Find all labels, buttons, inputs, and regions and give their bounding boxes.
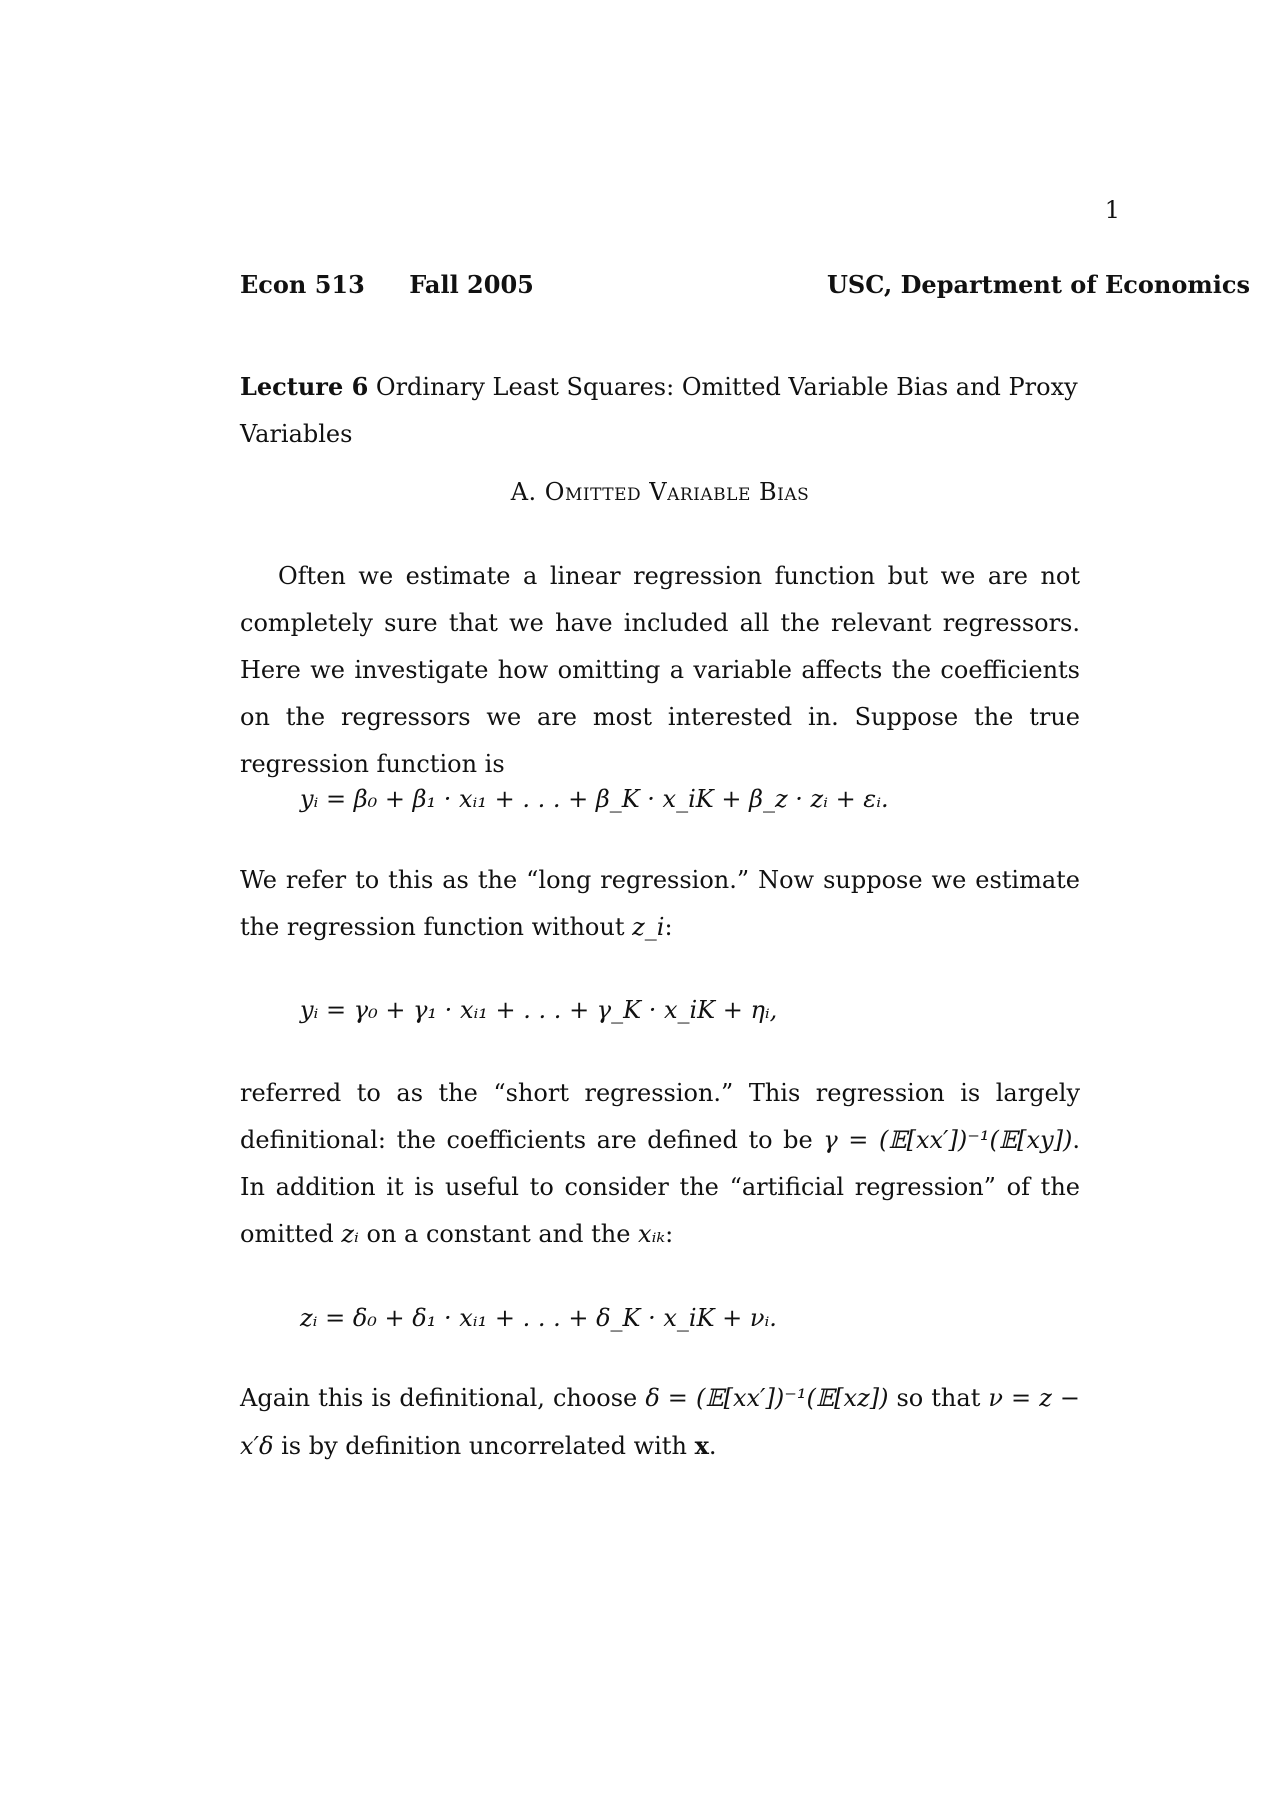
paragraph-text: so that: [896, 1384, 981, 1412]
equation-artificial-regression: zᵢ = δ₀ + δ₁ · xᵢ₁ + . . . + δ_K · x_iK + νᵢ.: [300, 1304, 777, 1332]
math-variable: z_i: [632, 913, 665, 941]
math-formula: ν = z − x′δ: [240, 1384, 1080, 1460]
course-code: Econ 513: [240, 270, 365, 299]
equation-long-regression: yᵢ = β₀ + β₁ · xᵢ₁ + . . . + β_K · x_iK + β_z · zᵢ + εᵢ.: [300, 785, 889, 813]
math-variable: xᵢₖ: [638, 1220, 666, 1248]
math-vector: x: [694, 1431, 709, 1460]
lecture-title: [240, 363, 1080, 458]
paragraph-text: :: [664, 913, 673, 941]
paragraph-text: .: [708, 1432, 717, 1460]
math-formula: δ = (𝔼[xx′])⁻¹(𝔼[xz]): [645, 1384, 889, 1412]
lecture-label: Lecture 6: [240, 372, 369, 401]
paragraph-definitional: [240, 1375, 1080, 1470]
institution: USC, Department of Economics: [826, 270, 1250, 299]
course-info: [240, 270, 570, 299]
paragraph-short-regression: [240, 1070, 1080, 1258]
paragraph-text: referred to as the “short regression.” This regression is largely definitional: the coefficients are defined to be: [240, 1079, 1080, 1154]
paragraph-text: We refer to this as the “long regression.” Now suppose we estimate the regression function without: [240, 866, 1080, 941]
equation-short-regression: yᵢ = γ₀ + γ₁ · xᵢ₁ + . . . + γ_K · x_iK + ηᵢ,: [300, 996, 778, 1024]
math-formula: γ = (𝔼[xx′])⁻¹(𝔼[xy]): [823, 1126, 1073, 1154]
section-heading: A. Omitted Variable Bias: [510, 478, 810, 506]
paragraph-text: :: [665, 1220, 674, 1248]
page-number: 1: [1104, 196, 1120, 224]
math-variable: zᵢ: [341, 1220, 359, 1248]
paragraph-long-regression: [240, 857, 1080, 951]
document-header: [240, 270, 1250, 299]
course-term: Fall 2005: [409, 270, 534, 299]
lecture-subtitle: Ordinary Least Squares: Omitted Variable Bias and Proxy Variables: [240, 373, 1078, 448]
paragraph-text: Again this is definitional, choose: [240, 1384, 638, 1412]
paragraph-intro: Often we estimate a linear regression function but we are not completely sure that we have included all the relevant regressors. Here we investigate how omitting a variable affects the coefficients on the regressors we are most interested in. Suppose the true regression function is: [240, 562, 1080, 778]
paragraph-text: . In addition it is useful to consider the “artificial regression” of the omitted: [240, 1126, 1080, 1248]
paragraph-text: is by definition uncorrelated with: [281, 1432, 687, 1460]
paragraph-text: on a constant and the: [366, 1220, 631, 1248]
